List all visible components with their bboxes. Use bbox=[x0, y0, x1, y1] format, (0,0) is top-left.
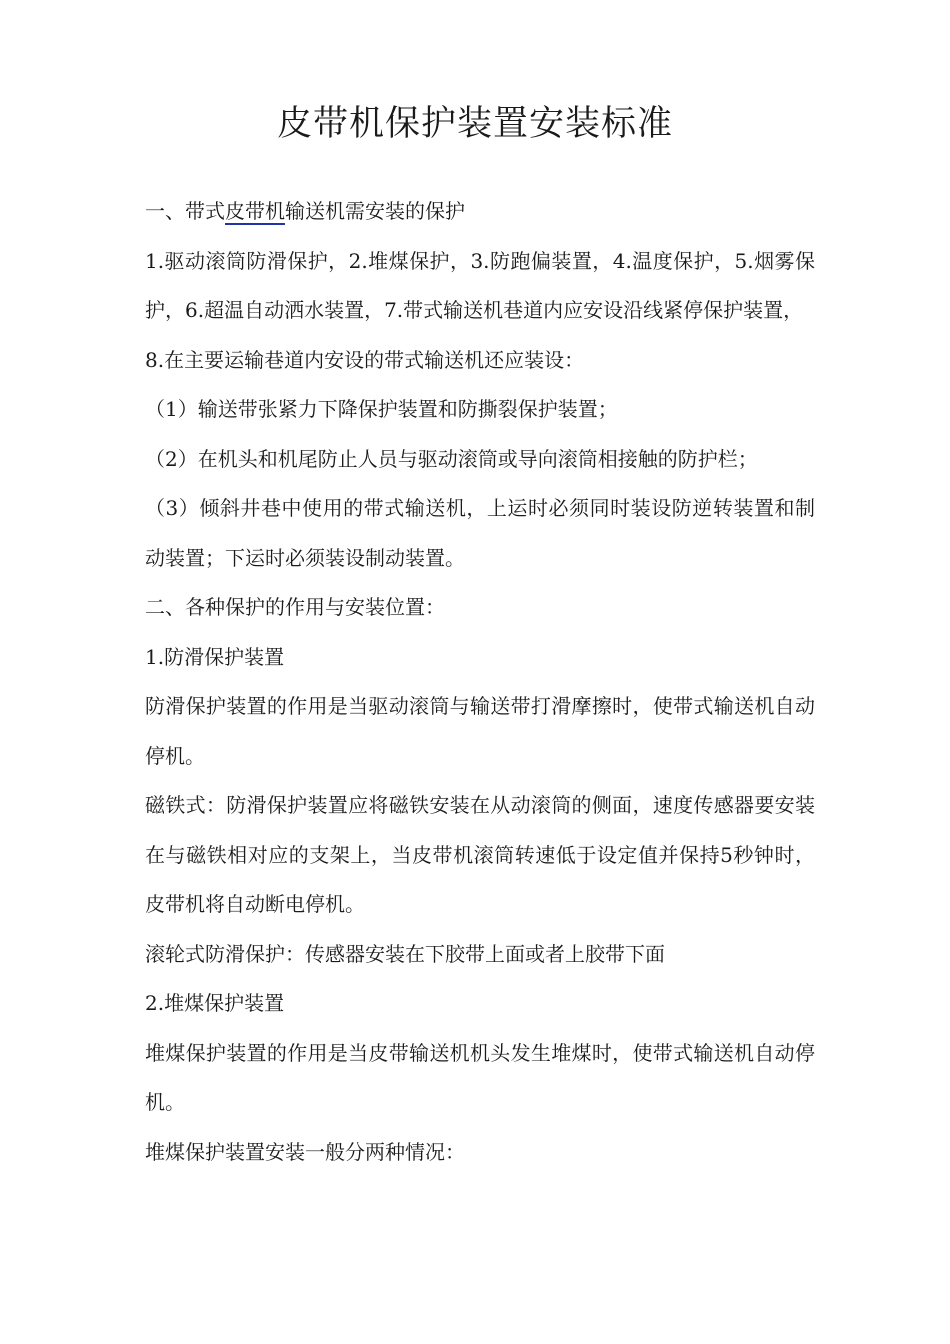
section1-heading-underlined: 皮带机 bbox=[225, 199, 285, 223]
magnetic-type-description: 磁铁式：防滑保护装置应将磁铁安装在从动滚筒的侧面，速度传感器要安装在与磁铁相对应的支架上，当皮带机滚筒转速低于设定值并保持5秒钟时，皮带机将自动断电停机。 bbox=[145, 793, 815, 916]
coal-pile-install: 堆煤保护装置安装一般分两种情况： bbox=[145, 1139, 465, 1164]
section1-heading-prefix: 一、带式 bbox=[145, 199, 225, 223]
sub-item-3: （3）倾斜井巷中使用的带式输送机，上运时必须同时装设防逆转装置和制动装置；下运时必须装设制动装置。 bbox=[145, 496, 815, 570]
document-body bbox=[145, 187, 815, 1177]
section2-heading: 二、各种保护的作用与安装位置： bbox=[145, 595, 445, 619]
sub-item-2: （2）在机头和机尾防止人员与驱动滚筒或导向滚筒相接触的防护栏； bbox=[145, 446, 758, 471]
section1-heading bbox=[145, 187, 815, 237]
coal-pile-heading: 2.堆煤保护装置 bbox=[145, 991, 285, 1015]
sub-item-1: （1）输送带张紧力下降保护装置和防撕裂保护装置； bbox=[145, 397, 618, 421]
item-8: 8.在主要运输巷道内安设的带式输送机还应装设： bbox=[145, 347, 585, 372]
protection-items-list: 1.驱动滚筒防滑保护，2.堆煤保护，3.防跑偏装置，4.温度保护，5.烟雾保护，6.超温自动洒水装置，7.带式输送机巷道内应安设沿线紧停保护装置， bbox=[145, 248, 815, 322]
roller-type-description: 滚轮式防滑保护：传感器安装在下胶带上面或者上胶带下面 bbox=[145, 941, 665, 966]
section1-heading-suffix: 输送机需安装的保护 bbox=[285, 199, 465, 223]
anti-slip-heading: 1.防滑保护装置 bbox=[145, 644, 285, 669]
anti-slip-description: 防滑保护装置的作用是当驱动滚筒与输送带打滑摩擦时，使带式输送机自动停机。 bbox=[145, 694, 815, 768]
coal-pile-description: 堆煤保护装置的作用是当皮带输送机机头发生堆煤时，使带式输送机自动停机。 bbox=[145, 1040, 815, 1114]
document-title: 皮带机保护装置安装标准 bbox=[276, 104, 673, 144]
